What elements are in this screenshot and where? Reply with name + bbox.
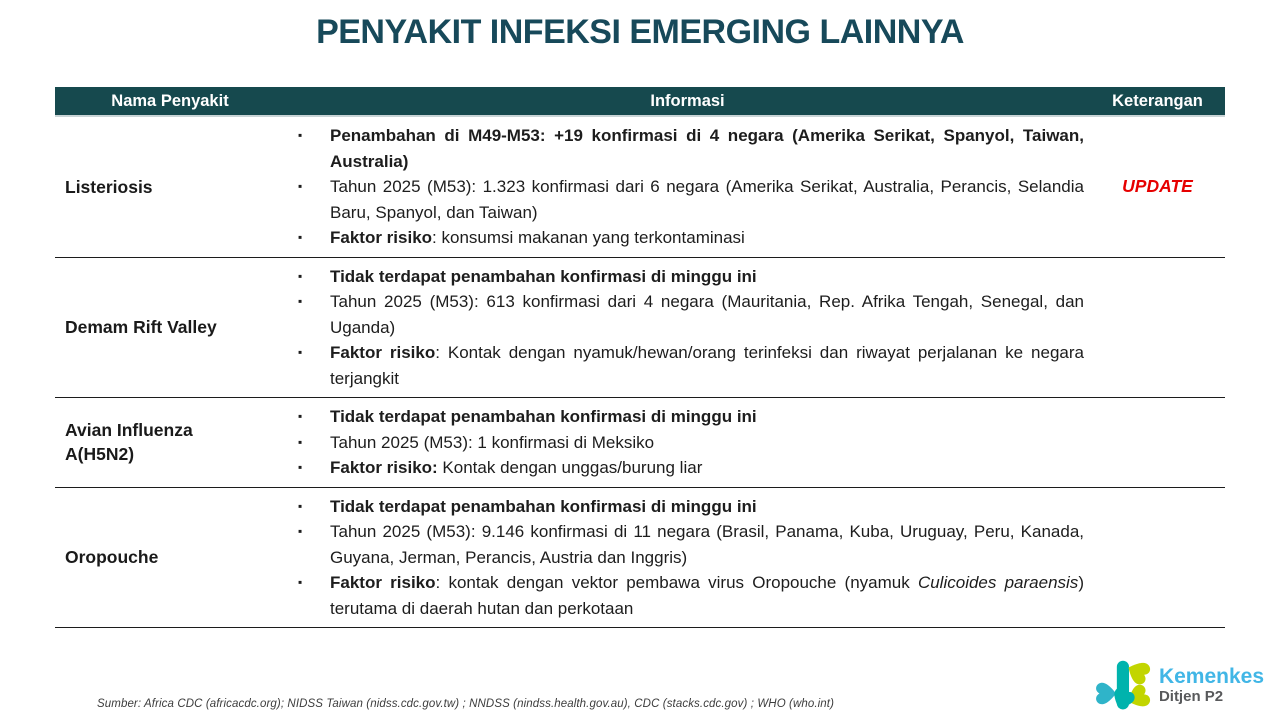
list-item (285, 340, 1090, 391)
info-text: : konsumsi makanan yang terkontaminasi (432, 228, 745, 247)
info-text-bold: Faktor risiko (330, 228, 433, 247)
table-row-listeriosis (55, 117, 1225, 258)
list-item (285, 404, 1090, 430)
info-bullet-list (285, 123, 1090, 251)
source-note: Sumber: Africa CDC (africacdc.org); NIDSS Taiwan (nidss.cdc.gov.tw) ; NNDSS (nindss.health.gov.au), CDC (stacks.cdc.gov) ; WHO (who.int) (97, 698, 835, 710)
list-item (285, 430, 1090, 456)
bullet-icon: ▪ (298, 434, 303, 449)
table-row-avian-influenza (55, 398, 1225, 488)
list-item (285, 289, 1090, 340)
info-text-bold: Faktor risiko: (330, 458, 438, 477)
info-text: Kontak dengan unggas/burung liar (437, 458, 703, 477)
list-item (285, 494, 1090, 520)
list-item (285, 174, 1090, 225)
disease-name: Demam Rift Valley (65, 317, 217, 338)
disease-name: Avian Influenza A(H5N2) (65, 420, 193, 465)
bullet-icon: ▪ (298, 524, 303, 538)
table-row-oropouche (55, 488, 1225, 629)
keterangan-cell (1090, 262, 1225, 394)
disease-name: Oropouche (65, 547, 159, 568)
logo-unit-name: Ditjen P2 (1158, 688, 1224, 705)
info-text-bold: Faktor risiko (330, 343, 436, 362)
column-header-informasi: Informasi (650, 91, 725, 110)
keterangan-cell (1090, 121, 1225, 253)
info-text: : Kontak dengan nyamuk/hewan/orang terinfeksi dan riwayat perjalanan ke negara terjangkit (330, 343, 1084, 388)
kemenkes-flower-icon (1092, 656, 1152, 716)
info-text-bold: Tidak terdapat penambahan konfirmasi di minggu ini (330, 496, 757, 516)
keterangan-cell (1090, 492, 1225, 624)
info-text-bold: Penambahan di M49-M53: +19 konfirmasi di 4 negara (Amerika Serikat, Spanyol, Taiwan, Australia) (330, 126, 1084, 171)
disease-table (55, 87, 1225, 628)
disease-info-cell (285, 121, 1090, 253)
info-text: Tahun 2025 (M53): 9.146 konfirmasi di 11 negara (Brasil, Panama, Kuba, Uruguay, Peru, Kanada, Guyana, Jerman, Perancis, Austria dan Inggris) (330, 522, 1084, 567)
list-item (285, 570, 1090, 621)
update-badge: UPDATE (1122, 176, 1193, 197)
list-item (285, 123, 1090, 174)
bullet-icon: ▪ (298, 345, 303, 359)
keterangan-cell (1090, 402, 1225, 483)
bullet-icon: ▪ (298, 409, 303, 423)
list-item (285, 264, 1090, 290)
info-text-bold: Faktor risiko (330, 573, 436, 592)
info-bullet-list (285, 494, 1090, 622)
logo-text (1159, 666, 1264, 706)
list-item (285, 519, 1090, 570)
disease-info-cell (285, 492, 1090, 624)
info-text-bold: Tidak terdapat penambahan konfirmasi di minggu ini (330, 266, 757, 286)
kemenkes-logo (1092, 656, 1264, 716)
info-text: Tahun 2025 (M53): 613 konfirmasi dari 4 negara (Mauritania, Rep. Afrika Tengah, Senegal, dan Uganda) (330, 292, 1084, 337)
info-text-bold: Tidak terdapat penambahan konfirmasi di minggu ini (330, 407, 757, 426)
info-bullet-list (285, 404, 1090, 481)
column-header-nama-penyakit: Nama Penyakit (111, 91, 229, 110)
info-text-italic: Culicoides paraensis (917, 573, 1079, 592)
info-text: : kontak dengan vektor pembawa virus Oropouche (nyamuk (435, 573, 918, 592)
disease-name: Listeriosis (65, 176, 153, 197)
bullet-icon: ▪ (298, 575, 303, 589)
bullet-icon: ▪ (298, 498, 303, 513)
bullet-icon: ▪ (298, 460, 303, 474)
logo-brand-name: Kemenkes (1158, 665, 1264, 688)
bullet-icon: ▪ (298, 230, 303, 244)
list-item (285, 225, 1090, 251)
list-item (285, 455, 1090, 481)
bullet-icon: ▪ (298, 268, 303, 283)
disease-info-cell (285, 262, 1090, 394)
info-bullet-list (285, 264, 1090, 392)
table-header-row (55, 87, 1225, 117)
info-text: Tahun 2025 (M53): 1.323 konfirmasi dari 6 negara (Amerika Serikat, Australia, Perancis, Selandia Baru, Spanyol, dan Taiwan) (330, 177, 1084, 222)
info-text: ) terutama di daerah hutan dan perkotaan (330, 573, 1084, 618)
bullet-icon: ▪ (298, 294, 303, 308)
column-header-keterangan: Keterangan (1112, 91, 1203, 110)
info-text: Tahun 2025 (M53): 1 konfirmasi di Meksiko (330, 432, 655, 452)
page-title: PENYAKIT INFEKSI EMERGING LAINNYA (316, 13, 964, 51)
bullet-icon: ▪ (298, 179, 303, 193)
table-row-demam-rift-valley (55, 258, 1225, 399)
disease-info-cell (285, 402, 1090, 483)
bullet-icon: ▪ (298, 128, 303, 142)
